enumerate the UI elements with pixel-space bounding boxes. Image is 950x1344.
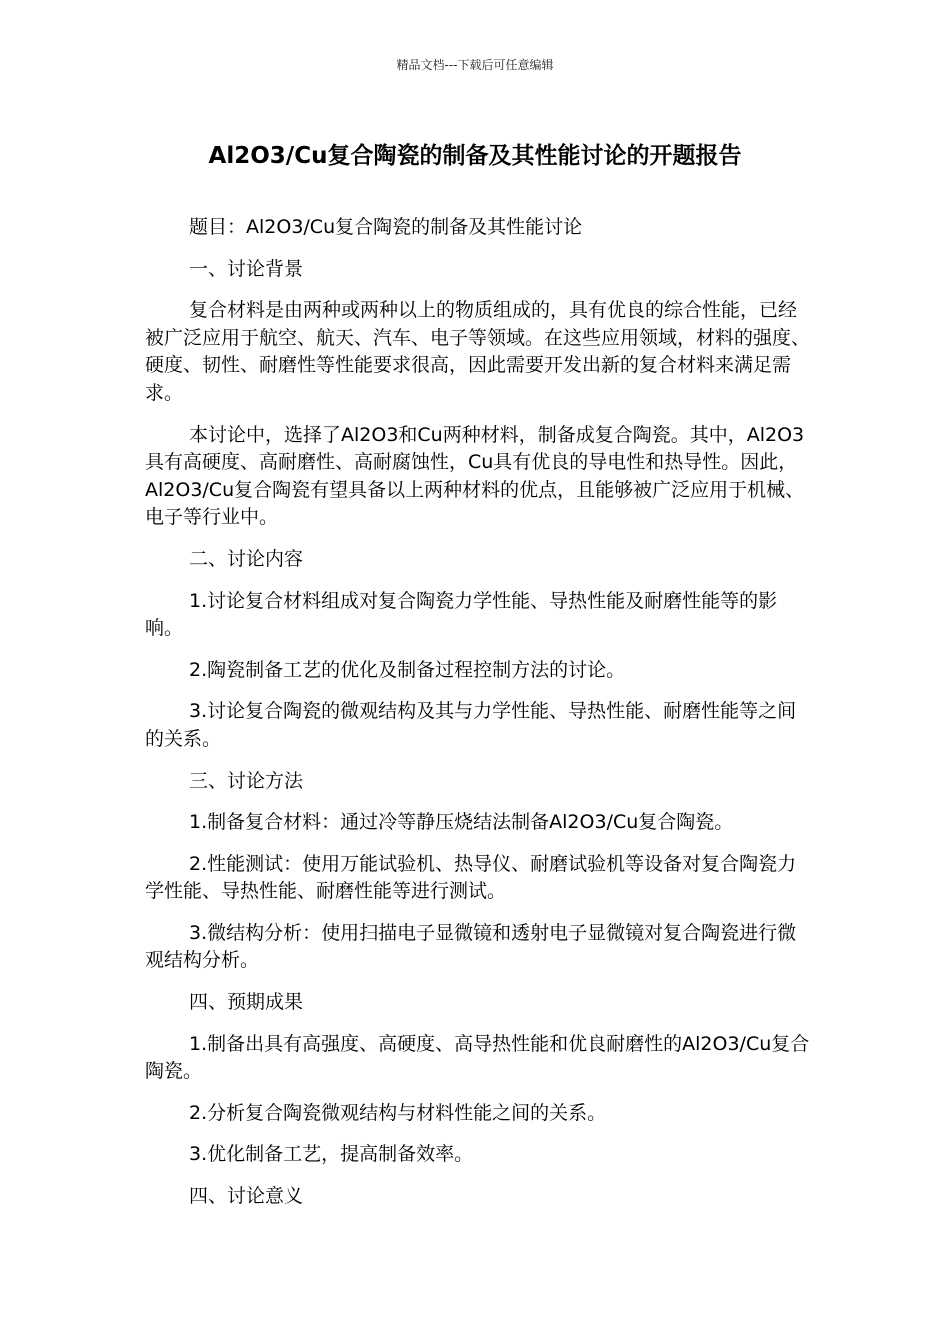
section-heading-methods: 三、讨论方法	[189, 769, 304, 792]
section-heading-background: 一、讨论背景	[189, 257, 304, 280]
page-header: 精品文档---下载后可任意编辑	[396, 58, 554, 72]
method-item-3: 3.微结构分析：使用扫描电子显微镜和透射电子显微镜对复合陶瓷进行微观结构分析。	[145, 921, 797, 972]
background-paragraph-2: 本讨论中，选择了Al2O3和Cu两种材料，制备成复合陶瓷。其中，Al2O3具有高硬度、高耐磨性、高耐腐蚀性，Cu具有优良的导电性和热导性。因此，Al2O3/Cu复合陶瓷有望具备以上两种材料的优点，且能够被广泛应用于机械、电子等行业中。	[145, 423, 805, 529]
outcome-item-3: 3.优化制备工艺，提高制备效率。	[189, 1143, 474, 1166]
section-heading-outcomes: 四、预期成果	[189, 991, 304, 1014]
section-heading-content: 二、讨论内容	[189, 547, 304, 570]
content-item-3: 3.讨论复合陶瓷的微观结构及其与力学性能、导热性能、耐磨性能等之间的关系。	[145, 700, 797, 750]
document-title: Al2O3/Cu复合陶瓷的制备及其性能讨论的开题报告	[208, 143, 742, 169]
background-paragraph-1: 复合材料是由两种或两种以上的物质组成的，具有优良的综合性能，已经被广泛应用于航空、航天、汽车、电子等领域。在这些应用领域，材料的强度、硬度、韧性、耐磨性等性能要求很高，因此需要开发出新的复合材料来满足需求。	[145, 299, 811, 404]
outcome-item-1: 1.制备出具有高强度、高硬度、高导热性能和优良耐磨性的Al2O3/Cu复合陶瓷。	[145, 1032, 810, 1083]
topic-line: 题目：Al2O3/Cu复合陶瓷的制备及其性能讨论	[189, 216, 583, 238]
document-body	[145, 214, 810, 1225]
method-item-1: 1.制备复合材料：通过冷等静压烧结法制备Al2O3/Cu复合陶瓷。	[189, 811, 734, 834]
outcome-item-2: 2.分析复合陶瓷微观结构与材料性能之间的关系。	[189, 1101, 607, 1124]
section-heading-significance: 四、讨论意义	[189, 1185, 304, 1208]
method-item-2: 2.性能测试：使用万能试验机、热导仪、耐磨试验机等设备对复合陶瓷力学性能、导热性能、耐磨性能等进行测试。	[145, 852, 797, 903]
content-item-2: 2.陶瓷制备工艺的优化及制备过程控制方法的讨论。	[189, 658, 626, 681]
content-item-1: 1.讨论复合材料组成对复合陶瓷力学性能、导热性能及耐磨性能等的影响。	[145, 589, 778, 640]
